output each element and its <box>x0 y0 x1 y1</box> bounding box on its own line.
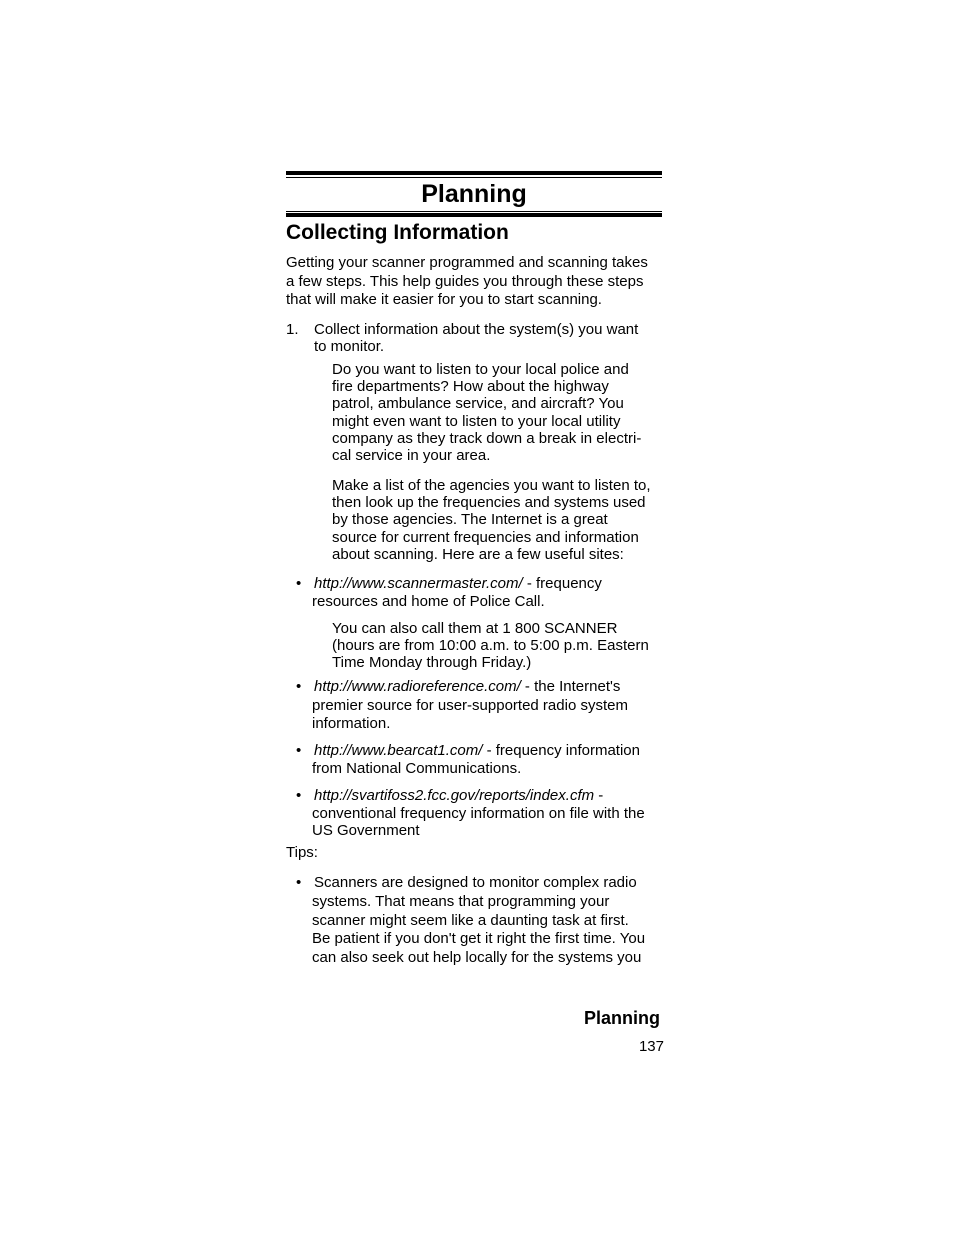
tips-label: Tips: <box>286 844 318 861</box>
text-line: information. <box>312 715 391 732</box>
text-line: cal service in your area. <box>332 446 491 464</box>
bullet-icon: • <box>296 742 302 759</box>
text-line: Be patient if you don't get it right the first time. You <box>312 930 646 948</box>
first-line <box>314 742 640 759</box>
intro-paragraph <box>286 254 648 310</box>
bullet-icon: • <box>296 787 302 804</box>
text-line: Collect information about the system(s) you want <box>314 321 639 338</box>
text-line: might even want to listen to your local utility <box>332 412 621 430</box>
text-line: systems. That means that programming your <box>312 892 610 910</box>
scannermaster-phone-note <box>332 620 649 671</box>
site-list-item <box>312 787 645 840</box>
text-line: Time Monday through Friday.) <box>332 654 532 671</box>
text-line: a few steps. This help guides you through these steps <box>286 272 644 290</box>
site-description: - frequency information <box>482 742 640 759</box>
text-line: then look up the frequencies and systems used <box>332 494 646 512</box>
section-heading: Collecting Information <box>286 221 509 244</box>
step-number: 1. <box>286 321 299 338</box>
text-line: that will make it easier for you to start scanning. <box>286 291 602 308</box>
text-line: (hours are from 10:00 a.m. to 5:00 p.m. Eastern <box>332 637 649 654</box>
page-title: Planning <box>421 180 527 208</box>
text-line: company as they track down a break in electri- <box>332 429 642 447</box>
site-list-item <box>312 678 628 734</box>
text-line <box>312 742 640 760</box>
text-line: source for current frequencies and information <box>332 528 639 546</box>
text-line <box>312 575 602 593</box>
text-line: Scanners are designed to monitor complex radio <box>314 874 637 891</box>
bullet-icon: • <box>296 874 302 891</box>
text-line: about scanning. Here are a few useful sites: <box>332 545 624 563</box>
site-list-item <box>312 742 640 777</box>
text-line: Getting your scanner programmed and scanning takes <box>286 254 648 271</box>
text-line: premier source for user-supported radio system <box>312 696 628 714</box>
step-1-text <box>314 321 638 355</box>
page-number: 137 <box>638 1038 664 1055</box>
bullet-icon: • <box>296 575 302 592</box>
site-description: - the Internet's <box>520 678 621 695</box>
bottom-rule-thick <box>286 213 662 217</box>
text-line <box>312 787 645 805</box>
footer-section: Planning <box>584 1008 660 1028</box>
text-line: to monitor. <box>314 338 385 355</box>
text-line: by those agencies. The Internet is a great <box>332 511 608 529</box>
text-line <box>312 678 628 697</box>
site-link[interactable]: http://www.bearcat1.com/ <box>314 742 483 759</box>
text-line: can also seek out help locally for the systems you <box>312 949 642 966</box>
site-list-item <box>312 575 602 610</box>
site-link[interactable]: http://svartifoss2.fcc.gov/reports/index.cfm <box>314 787 595 804</box>
bullet-icon: • <box>296 678 302 695</box>
site-link[interactable]: http://www.radioreference.com/ <box>314 678 521 695</box>
text-line: from National Communications. <box>312 759 522 777</box>
text-line: conventional frequency information on file with the <box>312 804 645 822</box>
site-description: - <box>594 787 604 804</box>
text-line: scanner might seem like a daunting task at first. <box>312 911 629 929</box>
first-line <box>314 787 603 804</box>
site-link[interactable]: http://www.scannermaster.com/ <box>314 575 523 592</box>
tip-item <box>312 874 645 968</box>
first-line <box>314 678 620 695</box>
text-line: Make a list of the agencies you want to listen to, <box>332 477 651 494</box>
text-line: resources and home of Police Call. <box>312 592 545 610</box>
first-line <box>314 575 602 592</box>
text-line: fire departments? How about the highway <box>332 378 609 396</box>
bottom-rule-thin <box>286 211 662 212</box>
text-line: US Government <box>312 822 420 839</box>
top-rule-thick <box>286 171 662 175</box>
text-line: patrol, ambulance service, and aircraft? You <box>332 395 624 413</box>
site-description: - frequency <box>522 575 602 592</box>
text-line: You can also call them at 1 800 SCANNER <box>332 620 618 637</box>
text-line: Do you want to listen to your local police and <box>332 361 629 378</box>
step-1-paragraph-3 <box>332 477 651 563</box>
step-1-paragraph-2 <box>332 361 641 464</box>
